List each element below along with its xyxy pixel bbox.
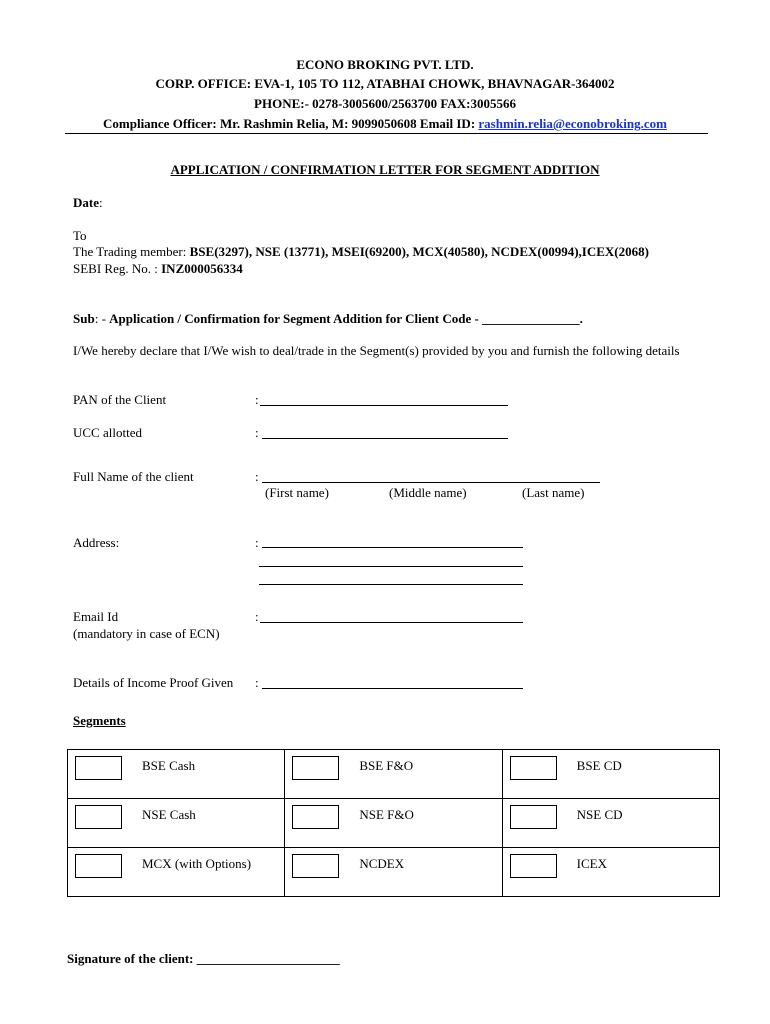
income-proof-label: Details of Income Proof Given [73, 675, 234, 690]
segment-row [68, 799, 720, 848]
full-name-colon: : [255, 469, 259, 484]
trading-member-prefix: The Trading member: [73, 244, 190, 259]
compliance-line [0, 116, 770, 132]
date-colon: : [99, 195, 103, 210]
segment-label: NSE CD [576, 807, 623, 822]
office-address: CORP. OFFICE: EVA-1, 105 TO 112, ATABHAI CHOWK, BHAVNAGAR-364002 [155, 76, 615, 91]
subject-label: Sub [73, 311, 95, 326]
trading-member-line [73, 244, 649, 260]
segment-checkbox[interactable] [510, 756, 557, 780]
sebi-number: INZ000056334 [161, 261, 243, 276]
full-name-label: Full Name of the client [73, 469, 194, 484]
form-title: APPLICATION / CONFIRMATION LETTER FOR SEGMENT ADDITION [170, 162, 600, 177]
address-colon: : [255, 535, 259, 550]
address-input-line-1[interactable] [262, 547, 523, 548]
sebi-prefix: SEBI Reg. No. : [73, 261, 162, 276]
sebi-line [73, 261, 243, 277]
segment-checkbox[interactable] [292, 854, 339, 878]
client-signature-line: Signature of the client: ______________________ [67, 951, 340, 966]
phone-line: PHONE:- 0278-3005600/2563700 FAX:3005566 [254, 96, 516, 111]
segment-checkbox[interactable] [292, 756, 339, 780]
pan-label: PAN of the Client [73, 392, 167, 407]
address-label: Address: [73, 535, 120, 550]
to-label: To [73, 228, 87, 243]
segment-row [68, 750, 720, 799]
date-label: Date [73, 195, 99, 210]
segment-checkbox[interactable] [510, 854, 557, 878]
segment-checkbox[interactable] [75, 854, 122, 878]
address-input-line-3[interactable] [259, 584, 523, 585]
segment-label: NCDEX [359, 856, 405, 871]
declaration-text: I/We hereby declare that I/We wish to deal/trade in the Segment(s) provided by you and furnish the following details [73, 343, 680, 358]
middle-name-caption: (Middle name) [389, 485, 467, 500]
subject-line [73, 311, 583, 327]
ucc-input-line[interactable] [262, 438, 508, 439]
segments-table [67, 749, 720, 897]
company-name: ECONO BROKING PVT. LTD. [296, 57, 474, 72]
date-row [73, 195, 103, 211]
last-name-caption: (Last name) [522, 485, 585, 500]
segment-label: BSE Cash [142, 758, 196, 773]
subject-dash: : - [94, 311, 110, 326]
segment-label: BSE F&O [359, 758, 414, 773]
income-proof-colon: : [255, 675, 259, 690]
segment-checkbox[interactable] [292, 805, 339, 829]
email-colon: : [255, 609, 259, 624]
segment-label: NSE F&O [359, 807, 414, 822]
segments-heading: Segments [73, 713, 126, 728]
segment-label: NSE Cash [142, 807, 196, 822]
pan-colon: : [255, 392, 259, 407]
email-label: Email Id [73, 609, 119, 624]
segment-label: MCX (with Options) [142, 856, 252, 871]
compliance-email-link[interactable]: rashmin.relia@econobroking.com [478, 116, 667, 131]
income-proof-input-line[interactable] [262, 688, 523, 689]
compliance-officer-text: Compliance Officer: Mr. Rashmin Relia, M: 9099050608 Email ID: [103, 116, 479, 131]
ucc-label: UCC allotted [73, 425, 142, 440]
segment-checkbox[interactable] [75, 805, 122, 829]
segment-label: ICEX [576, 856, 607, 871]
address-input-line-2[interactable] [259, 566, 523, 567]
trading-member-codes: BSE(3297), NSE (13771), MSEI(69200), MCX(40580), NCDEX(00994),ICEX(2068) [189, 244, 649, 259]
first-name-caption: (First name) [265, 485, 329, 500]
segment-label: BSE CD [576, 758, 622, 773]
header-divider [65, 133, 708, 134]
email-input-line[interactable] [260, 622, 523, 623]
subject-text: Application / Confirmation for Segment Addition for Client Code - _______________. [109, 311, 583, 326]
email-note: (mandatory in case of ECN) [73, 626, 220, 641]
ucc-colon: : [255, 425, 259, 440]
full-name-input-line[interactable] [262, 482, 600, 483]
segment-checkbox[interactable] [75, 756, 122, 780]
segment-checkbox[interactable] [510, 805, 557, 829]
segment-row [68, 848, 720, 897]
pan-input-line[interactable] [260, 405, 508, 406]
